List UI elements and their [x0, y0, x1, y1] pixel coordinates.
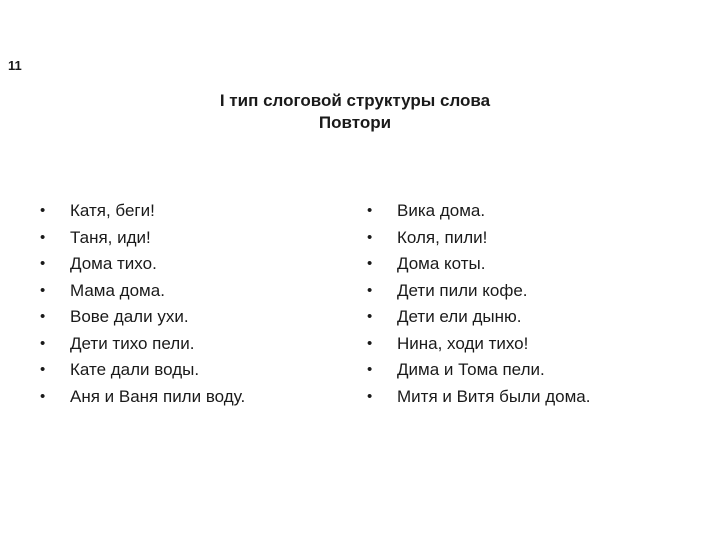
bullet-icon: • — [367, 281, 373, 299]
bullet-icon: • — [40, 361, 46, 378]
list-item-text: Дома тихо. — [70, 254, 157, 273]
list-item — [40, 333, 340, 360]
list-item — [367, 227, 707, 254]
list-item-text: Дети ели дыню. — [397, 307, 522, 326]
list-item-text: Дети пили кофе. — [397, 280, 528, 300]
left-phrase-list — [40, 200, 340, 412]
bullet-icon: • — [40, 202, 46, 219]
list-item-text: Вове дали ухи. — [70, 307, 189, 326]
bullet-icon: • — [367, 228, 373, 246]
bullet-icon: • — [367, 255, 373, 272]
bullet-icon: • — [40, 308, 46, 325]
bullet-icon: • — [40, 334, 46, 352]
list-item-text: Таня, иди! — [70, 227, 151, 247]
page-title: I тип слоговой структуры слова — [219, 91, 491, 110]
list-item — [40, 359, 340, 386]
bullet-icon: • — [40, 281, 46, 299]
bullet-icon: • — [40, 255, 46, 272]
list-item — [367, 253, 707, 280]
list-item — [367, 280, 707, 307]
list-item — [367, 386, 707, 413]
list-item — [40, 253, 340, 280]
bullet-icon: • — [40, 387, 46, 405]
list-item-text: Нина, ходи тихо! — [397, 333, 529, 353]
list-item — [367, 359, 707, 386]
list-item — [40, 200, 340, 227]
page-subtitle: Повтори — [318, 113, 392, 132]
bullet-icon: • — [367, 361, 373, 378]
list-item — [367, 333, 707, 360]
list-item-text: Дима и Тома пели. — [397, 360, 545, 379]
bullet-icon: • — [367, 308, 373, 325]
list-item — [367, 306, 707, 333]
list-item — [40, 306, 340, 333]
list-item-text: Аня и Ваня пили воду. — [70, 386, 246, 406]
right-phrase-list — [367, 200, 707, 412]
page-number: 11 — [8, 58, 22, 73]
list-item-text: Кате дали воды. — [70, 360, 200, 379]
list-item-text: Коля, пили! — [397, 227, 488, 247]
list-item — [40, 386, 340, 413]
list-item-text: Митя и Витя были дома. — [397, 386, 591, 406]
list-item-text: Мама дома. — [70, 280, 165, 300]
list-item-text: Катя, беги! — [70, 201, 155, 220]
bullet-icon: • — [40, 228, 46, 246]
list-item — [40, 280, 340, 307]
list-item-text: Вика дома. — [397, 201, 486, 220]
list-item-text: Дома коты. — [397, 254, 486, 273]
list-item — [40, 227, 340, 254]
bullet-icon: • — [367, 387, 373, 405]
bullet-icon: • — [367, 334, 373, 352]
bullet-icon: • — [367, 202, 373, 219]
list-item-text: Дети тихо пели. — [70, 333, 195, 353]
list-item — [367, 200, 707, 227]
title-block — [0, 90, 715, 134]
